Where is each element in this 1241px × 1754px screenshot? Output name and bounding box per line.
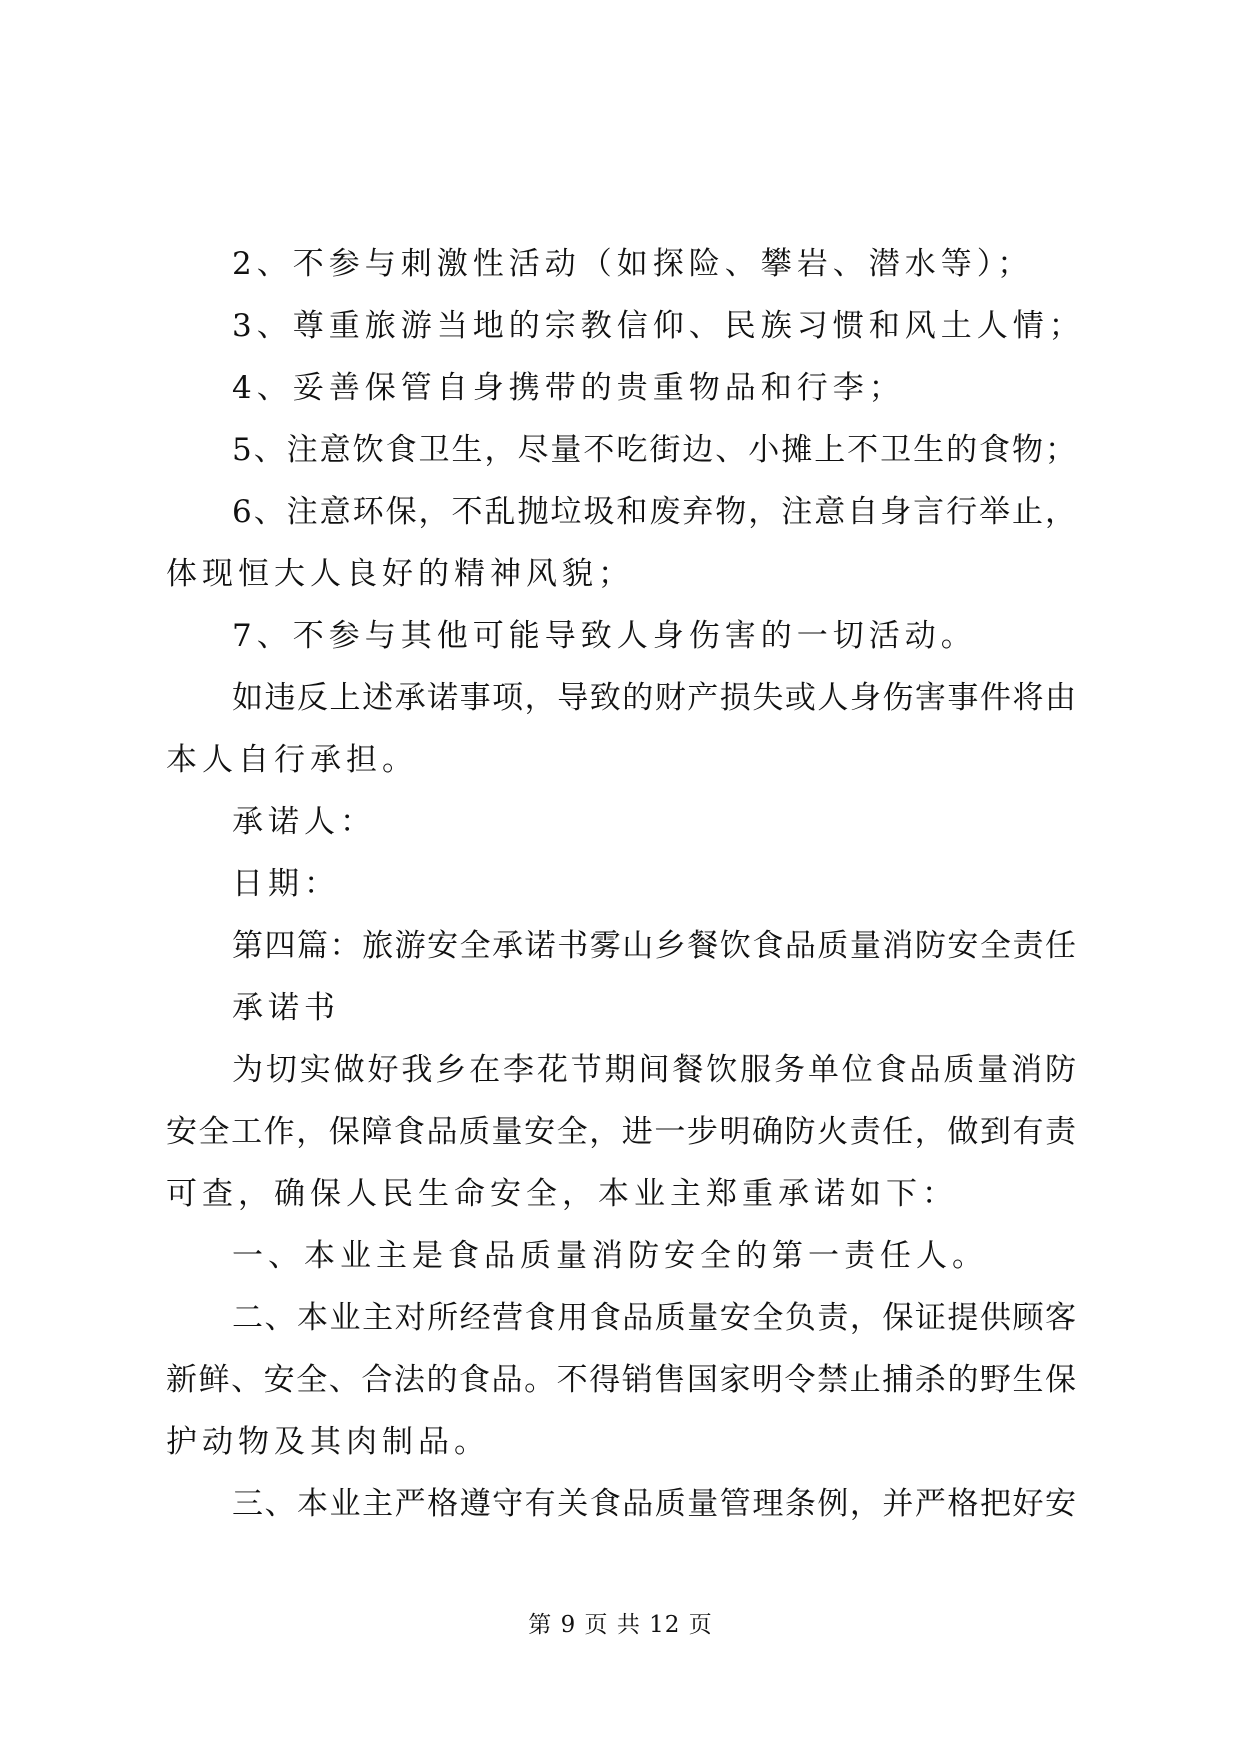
list-item-4: 4、妥善保管自身携带的贵重物品和行李；: [232, 370, 905, 406]
page-footer: 第 9 页 共 12 页: [528, 1612, 713, 1638]
promisor-label: 承诺人：: [232, 804, 376, 840]
list-item-3: 3、尊重旅游当地的宗教信仰、民族习惯和风土人情；: [232, 308, 1085, 344]
section-heading-continued: 承诺书: [232, 990, 340, 1026]
commitment-3: 三、本业主严格遵守有关食品质量管理条例，并严格把好安: [232, 1486, 1076, 1522]
list-item-2: 2、不参与刺激性活动（如探险、攀岩、潜水等）；: [232, 246, 1034, 282]
document-body: [166, 233, 1085, 1535]
violation-paragraph: 如违反上述承诺事项，导致的财产损失或人身伤害事件将由: [232, 680, 1076, 716]
violation-paragraph-continued: 本人自行承担。: [166, 742, 418, 778]
list-item-6: 6、注意环保，不乱抛垃圾和废弃物，注意自身言行举止，: [232, 494, 1076, 530]
commitment-1: 一、本业主是食品质量消防安全的第一责任人。: [232, 1238, 988, 1274]
commitment-2-line-2: 新鲜、安全、合法的食品。不得销售国家明令禁止捕杀的野生保: [166, 1362, 1076, 1398]
list-item-7: 7、不参与其他可能导致人身伤害的一切活动。: [232, 618, 977, 654]
commitment-2-line-3: 护动物及其肉制品。: [166, 1424, 490, 1460]
intro-paragraph-line-2: 安全工作，保障食品质量安全，进一步明确防火责任，做到有责: [166, 1114, 1076, 1150]
date-label: 日期：: [232, 866, 340, 902]
list-item-6-continued: 体现恒大人良好的精神风貌；: [166, 556, 634, 592]
intro-paragraph-line-3: 可查，确保人民生命安全，本业主郑重承诺如下：: [166, 1176, 958, 1212]
list-item-5: 5、注意饮食卫生，尽量不吃街边、小摊上不卫生的食物；: [232, 432, 1076, 468]
commitment-2: 二、本业主对所经营食用食品质量安全负责，保证提供顾客: [232, 1300, 1076, 1336]
section-heading: 第四篇：旅游安全承诺书雾山乡餐饮食品质量消防安全责任: [232, 928, 1076, 964]
intro-paragraph: 为切实做好我乡在李花节期间餐饮服务单位食品质量消防: [232, 1052, 1076, 1088]
